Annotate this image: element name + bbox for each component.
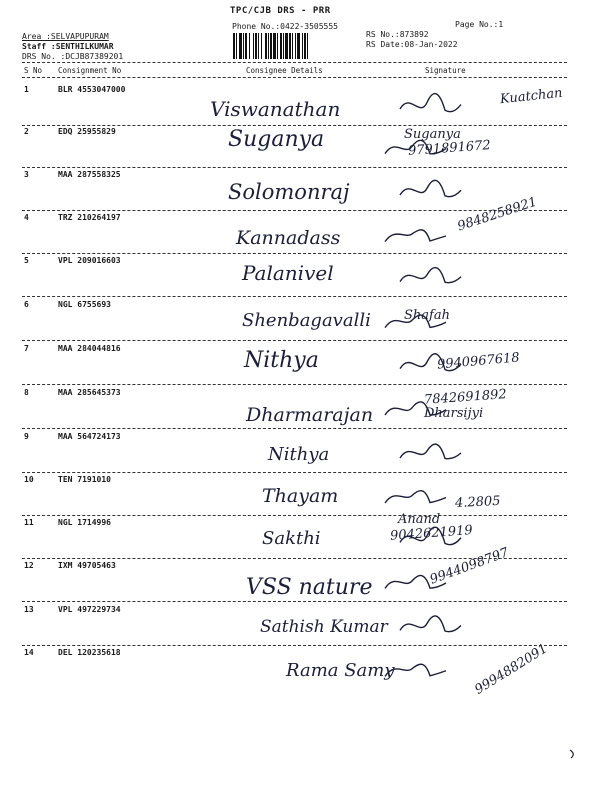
- signature-note: 9944098797: [427, 545, 511, 588]
- consignment-number: IXM 49705463: [58, 561, 116, 570]
- signature-scribble: [395, 172, 485, 212]
- column-consignment: Consignment No: [58, 66, 122, 75]
- consignment-number: EDQ 25955829: [58, 127, 116, 136]
- row-divider: [22, 253, 567, 254]
- consignee-name: Solomonraj: [228, 180, 350, 204]
- signature-scribble: [380, 650, 470, 690]
- consignee-name: Palanivel: [242, 261, 334, 285]
- row-divider: [22, 515, 567, 516]
- row-serial-number: 9: [24, 432, 29, 441]
- consignment-number: TEN 7191010: [58, 475, 111, 484]
- row-divider: [22, 472, 567, 473]
- signature-note: Dharsijyi: [424, 406, 484, 421]
- consignment-number: MAA 285645373: [58, 388, 121, 397]
- rs-number: RS No.:873892: [366, 30, 429, 39]
- consignee-name: Nithya: [268, 444, 330, 465]
- signature-scribble: [395, 520, 485, 560]
- row-serial-number: 10: [24, 475, 34, 484]
- rs-date: RS Date:08-Jan-2022: [366, 40, 458, 49]
- area-label: Area :SELVAPUPURAM: [22, 32, 109, 41]
- row-serial-number: 14: [24, 648, 34, 657]
- signature-note: Suganya: [404, 127, 461, 142]
- row-divider: [22, 125, 567, 126]
- row-divider: [22, 296, 567, 297]
- staff-label: Staff :SENTHILKUMAR: [22, 42, 114, 51]
- consignee-name: Shenbagavalli: [242, 310, 371, 331]
- row-serial-number: 6: [24, 300, 29, 309]
- consignee-name: Sathish Kumar: [260, 617, 388, 637]
- row-serial-number: 13: [24, 605, 34, 614]
- signature-note: 9042621919: [389, 523, 474, 544]
- row-serial-number: 2: [24, 127, 29, 136]
- consignee-name: Dharmarajan: [246, 404, 374, 426]
- signature-note: 7842691892: [423, 387, 508, 408]
- barcode: [233, 33, 361, 59]
- signature-scribble: [380, 129, 470, 169]
- consignment-number: VPL 497229734: [58, 605, 121, 614]
- drs-number: DRS No. :DCJB87389201: [22, 52, 124, 61]
- column-consignee: Consignee Details: [246, 66, 323, 75]
- consignment-number: MAA 284044816: [58, 344, 121, 353]
- consignment-number: BLR 4553047000: [58, 85, 126, 94]
- signature-note: 9791891672: [407, 138, 492, 159]
- signature-note: 9994882091: [472, 641, 551, 698]
- pen-mark-icon: [568, 748, 578, 760]
- row-divider: [22, 384, 567, 385]
- signature-note: 9940967618: [436, 350, 521, 373]
- signature-scribble: [380, 477, 470, 517]
- signature-scribble: [395, 607, 485, 647]
- consignee-name: Kannadass: [236, 227, 341, 249]
- signature-scribble: [395, 258, 485, 298]
- document-title: TPC/CJB DRS - PRR: [230, 6, 331, 16]
- row-serial-number: 11: [24, 518, 34, 527]
- consignee-name: Thayam: [262, 485, 339, 507]
- consignee-name: Rama Samy: [286, 660, 395, 681]
- signature-note: Anand: [398, 512, 441, 527]
- signature-scribble: [380, 215, 470, 255]
- signature-scribble: [395, 87, 485, 127]
- column-signature: Signature: [425, 66, 466, 75]
- row-divider: [22, 340, 567, 341]
- consignment-number: NGL 1714996: [58, 518, 111, 527]
- consignee-name: VSS nature: [246, 575, 373, 600]
- consignee-name: Viswanathan: [210, 97, 341, 121]
- consignment-number: DEL 120235618: [58, 648, 121, 657]
- signature-note: Kuatchan: [499, 85, 564, 108]
- signature-note: 4.2805: [454, 493, 501, 512]
- row-serial-number: 8: [24, 388, 29, 397]
- column-divider: [22, 77, 567, 78]
- row-serial-number: 1: [24, 85, 29, 94]
- row-serial-number: 5: [24, 256, 29, 265]
- signature-scribble: [380, 563, 470, 603]
- consignment-number: MAA 564724173: [58, 432, 121, 441]
- consignment-number: NGL 6755693: [58, 300, 111, 309]
- consignment-number: MAA 287558325: [58, 170, 121, 179]
- signature-scribble: [395, 346, 485, 386]
- row-divider: [22, 428, 567, 429]
- row-divider: [22, 645, 567, 646]
- row-serial-number: 12: [24, 561, 34, 570]
- row-divider: [22, 167, 567, 168]
- signature-scribble: [395, 434, 485, 474]
- phone-number: Phone No.:0422-3505555: [232, 22, 338, 31]
- page-number: Page No.:1: [455, 20, 504, 29]
- signature-scribble: [380, 302, 470, 342]
- row-serial-number: 4: [24, 213, 29, 222]
- consignee-name: Sakthi: [262, 528, 321, 549]
- consignment-number: VPL 209016603: [58, 256, 121, 265]
- consignment-number: TRZ 210264197: [58, 213, 121, 222]
- signature-scribble: [380, 390, 470, 430]
- signature-note: Shafah: [404, 308, 450, 323]
- row-serial-number: 3: [24, 170, 29, 179]
- row-divider: [22, 601, 567, 602]
- column-sno: S No: [24, 66, 43, 75]
- consignee-name: Nithya: [244, 348, 319, 373]
- header-divider: [22, 62, 567, 63]
- consignee-name: Suganya: [228, 127, 325, 152]
- signature-note: 9848258921: [455, 194, 540, 235]
- row-serial-number: 7: [24, 344, 29, 353]
